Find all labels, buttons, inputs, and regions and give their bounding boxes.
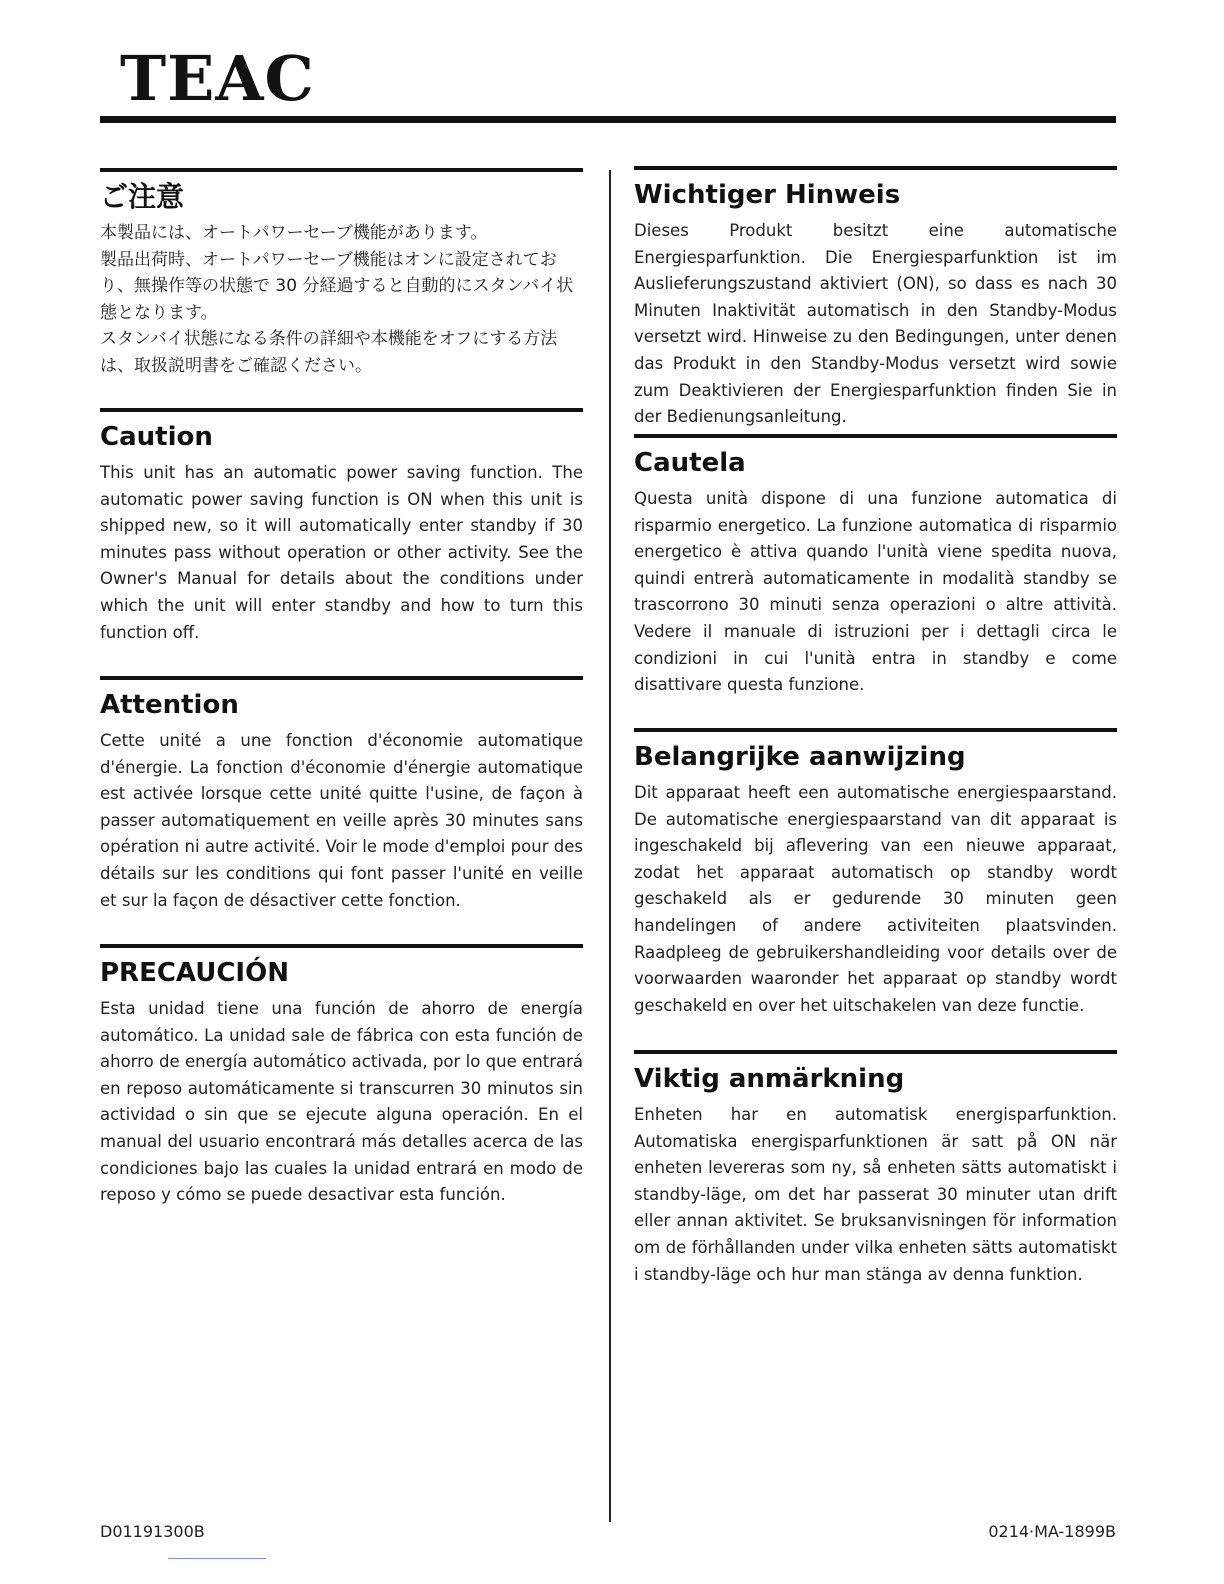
- section-swedish: [634, 1050, 1117, 1288]
- section-rule: [100, 944, 583, 948]
- footer-underline: [168, 1558, 266, 1559]
- section-french: [100, 676, 583, 914]
- section-body-english: This unit has an automatic power saving function. The automatic power saving function is ON when this unit is shipped new, so it will automatically enter standby if 30 minutes pass without operation or other activity. See the Owner's Manual for details about the conditions under which the unit will enter standby and how to turn this function off.: [100, 463, 583, 642]
- section-title-swedish: Viktig anmärkning: [634, 1064, 905, 1094]
- section-body-dutch: Dit apparaat heeft een automatische energiespaarstand. De automatische energiespaarstand van dit apparaat is ingeschakeld bij aflevering van een nieuwe apparaat, zodat het apparaat automatisch op standby wordt geschakeld als er gedurende 30 minuten geen handelingen of andere activiteiten plaatsvinden. Raadpleeg de gebruikershandleiding voor details over de voorwaarden waaronder het apparaat op standby wordt geschakeld en over het uitschakelen van deze functie.: [634, 783, 1117, 1015]
- section-rule: [634, 728, 1117, 732]
- section-rule: [100, 408, 583, 412]
- column-divider: [609, 170, 611, 1522]
- section-japanese: [100, 168, 583, 379]
- header-rule: [100, 116, 1116, 123]
- section-body-german: Dieses Produkt besitzt eine automatische Energiesparfunktion. Die Energiesparfunktion ist im Auslieferungszustand aktiviert (ON), so dass es nach 30 Minuten Inaktivität automatisch in den Standby-Modus versetzt wird. Hinweise zu den Bedingungen, unter denen das Produkt in den Standby-Modus versetzt wird sowie zum Deaktivieren der Energiesparfunktion finden Sie in der Bedienungsanleitung.: [634, 221, 1117, 427]
- section-title-french: Attention: [100, 690, 239, 720]
- section-body-spanish: Esta unidad tiene una función de ahorro de energía automático. La unidad sale de fábrica con esta función de ahorro de energía automático activada, por lo que entrará en reposo automáticamente si transcurren 30 minutos sin actividad o sin que se ejecute alguna operación. En el manual del usuario encontrará más detalles acerca de las condiciones bajo las cuales la unidad entrará en modo de reposo y cómo se puede desactivar esta función.: [100, 999, 583, 1205]
- section-title-spanish: PRECAUCIÓN: [100, 958, 289, 988]
- teac-logo: TEAC: [120, 42, 315, 115]
- document-code: D01191300B: [100, 1522, 205, 1541]
- section-body-japanese: 本製品には、オートパワーセーブ機能があります。 製品出荷時、オートパワーセーブ機能はオンに設定されており、無操作等の状態で 30 分経過すると自動的にスタンバイ状態となります。 スタンバイ状態になる条件の詳細や本機能をオフにする方法は、取扱説明書をご確認ください。: [100, 223, 574, 376]
- section-title-dutch: Belangrijke aanwijzing: [634, 742, 966, 772]
- section-english: [100, 408, 583, 646]
- section-italian: [634, 434, 1117, 699]
- section-title-german: Wichtiger Hinweis: [634, 180, 901, 210]
- print-code: 0214·MA-1899B: [988, 1522, 1116, 1541]
- section-rule: [634, 1050, 1117, 1054]
- section-dutch: [634, 728, 1117, 1019]
- section-rule: [634, 434, 1117, 438]
- section-title-italian: Cautela: [634, 448, 746, 478]
- section-title-english: Caution: [100, 422, 213, 452]
- section-german: [634, 166, 1117, 431]
- section-title-japanese: ご注意: [100, 180, 185, 213]
- section-rule: [100, 168, 583, 172]
- section-spanish: [100, 944, 583, 1209]
- section-rule: [634, 166, 1117, 170]
- section-rule: [100, 676, 583, 680]
- section-body-italian: Questa unità dispone di una funzione automatica di risparmio energetico. La funzione automatica di risparmio energetico è attiva quando l'unità viene spedita nuova, quindi entrerà automaticamente in modalità standby se trascorrono 30 minuti senza operazioni o altre attività. Vedere il manuale di istruzioni per i dettagli circa le condizioni in cui l'unità entra in standby e come disattivare questa funzione.: [634, 489, 1117, 695]
- section-body-swedish: Enheten har en automatisk energisparfunktion. Automatiska energisparfunktionen är satt på ON när enheten levereras som ny, så enheten sätts automatiskt i standby-läge, om det har passerat 30 minuter utan drift eller annan aktivitet. Se bruksanvisningen för information om de förhållanden under vilka enheten sätts automatiskt i standby-läge och hur man stänga av denna funktion.: [634, 1105, 1117, 1284]
- section-body-french: Cette unité a une fonction d'économie automatique d'énergie. La fonction d'économie d'énergie automatique est activée lorsque cette unité quitte l'usine, de façon à passer automatiquement en veille après 30 minutes sans opération ni autre activité. Voir le mode d'emploi pour des détails sur les conditions qui font passer l'unité en veille et sur la façon de désactiver cette fonction.: [100, 731, 583, 910]
